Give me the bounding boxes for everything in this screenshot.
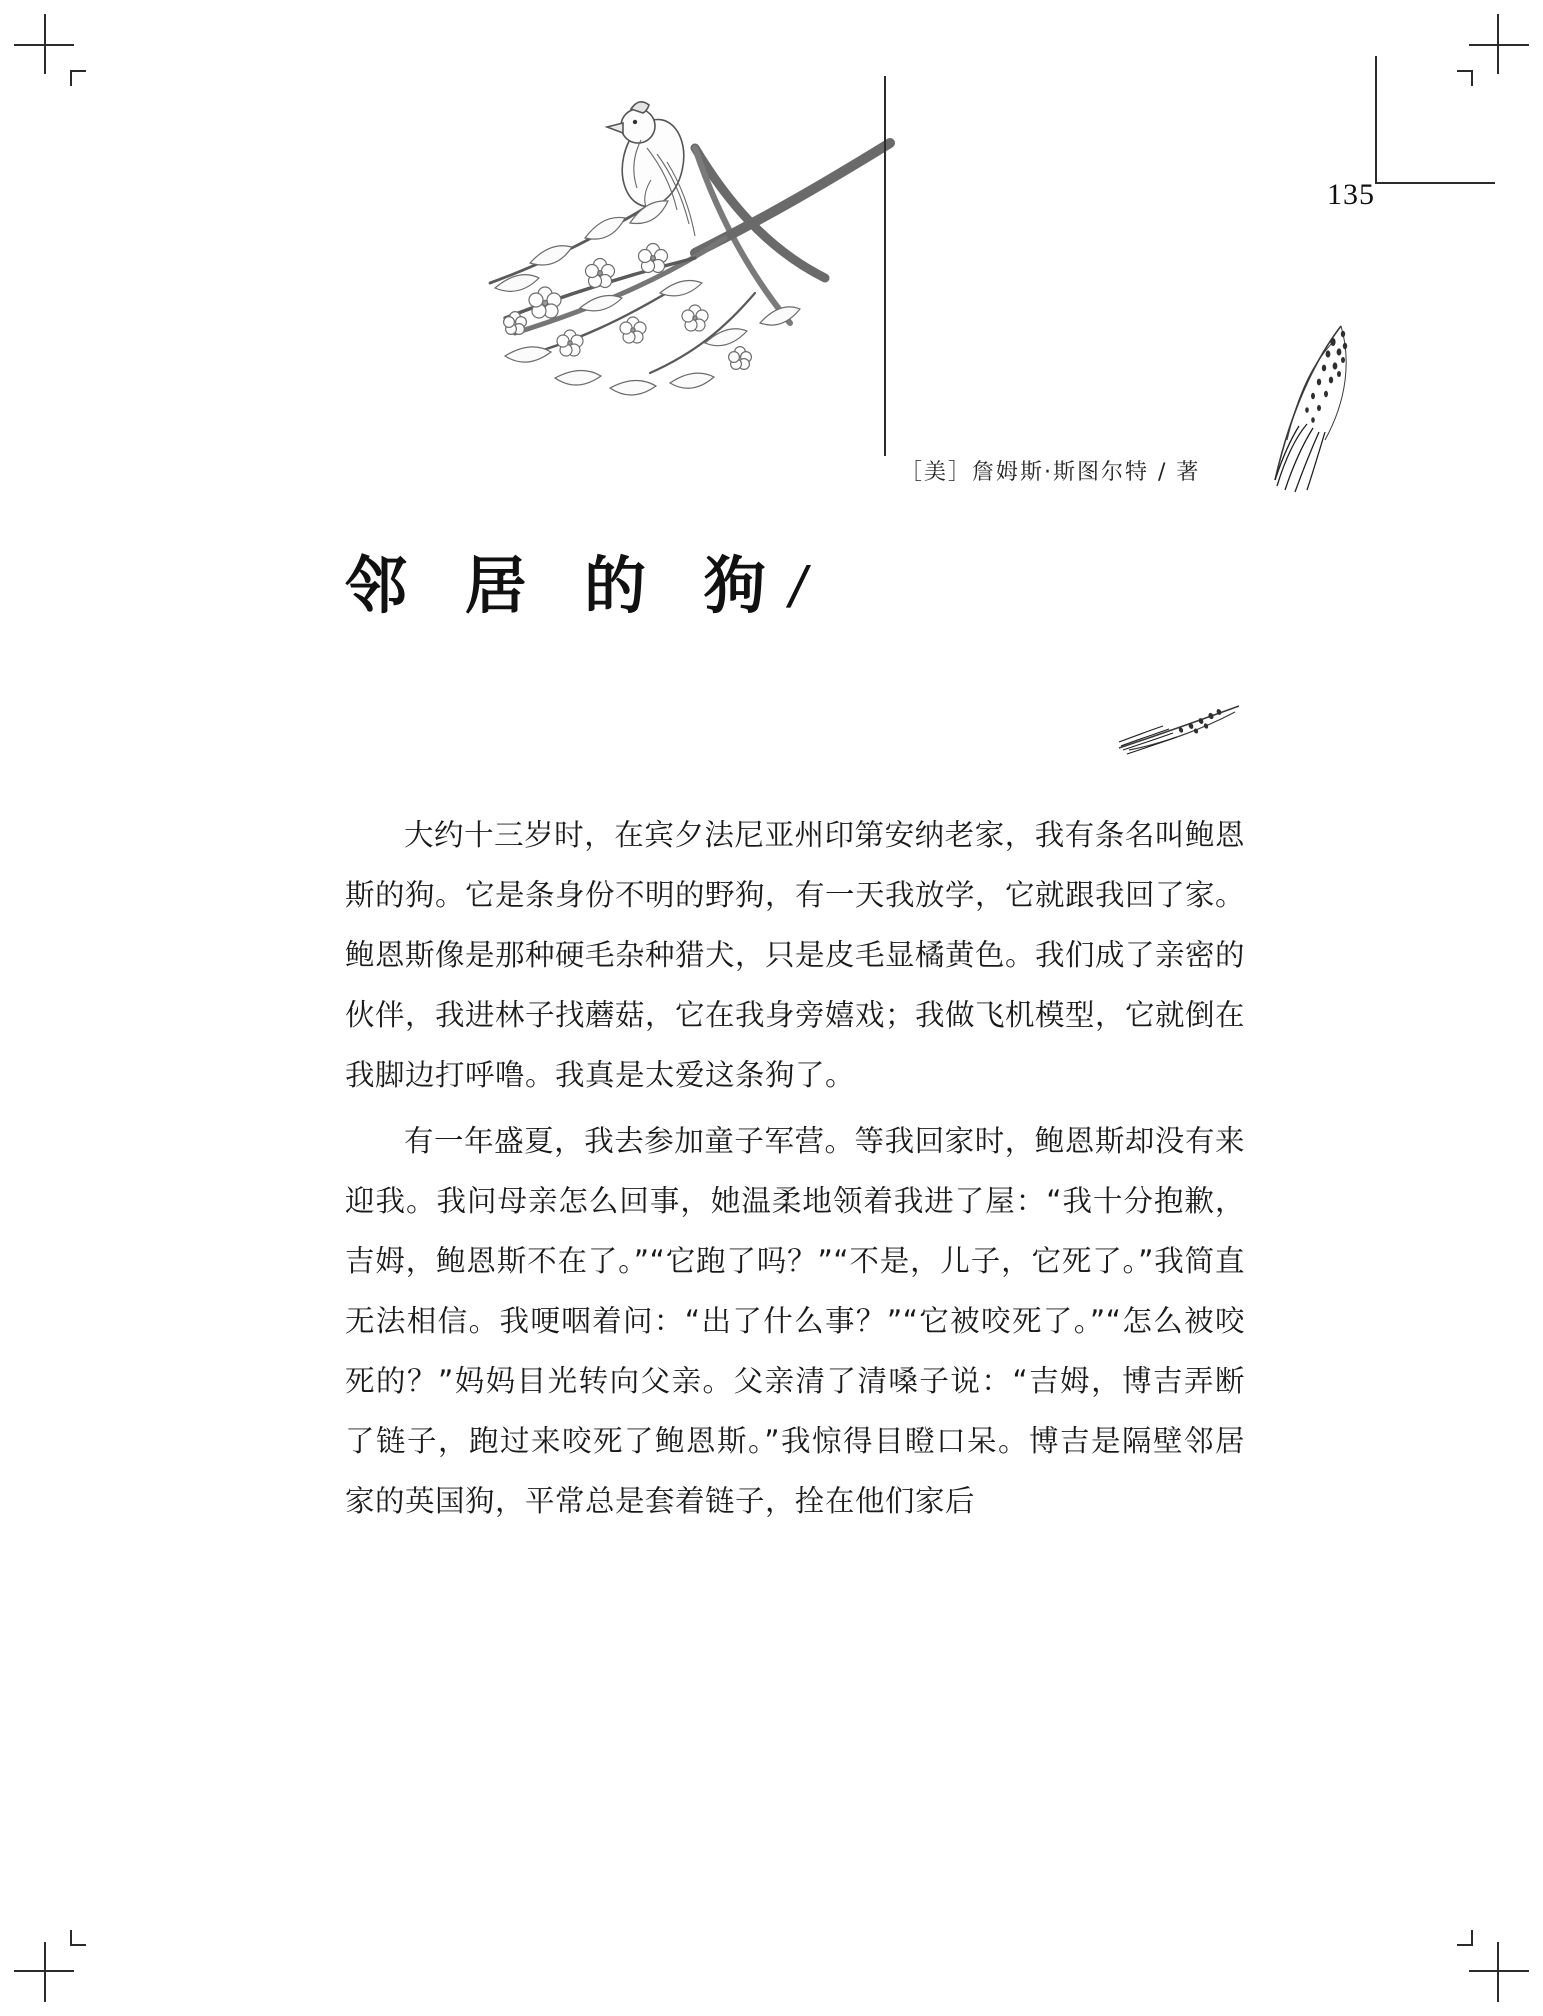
paragraph: 有一年盛夏，我去参加童子军营。等我回家时，鲍恩斯却没有来迎我。我问母亲怎么回事，她温柔地领着我进了屋：“我十分抱歉，吉姆，鲍恩斯不在了。”“它跑了吗？”“不是，儿子，它死了。”我简直无法相信。我哽咽着问：“出了什么事？”“它被咬死了。”“怎么被咬死的？”妈妈目光转向父亲。父亲清了清嗓子说：“吉姆，博吉弄断了链子，跑过来咬死了鲍恩斯。”我惊得目瞪口呆。博吉是隔壁邻居家的英国狗，平常总是套着链子，拴在他们家后 bbox=[345, 1124, 1245, 1518]
crop-mark-bottom-right bbox=[1457, 1930, 1529, 2002]
page-title: 邻 居 的 狗 bbox=[345, 549, 784, 622]
crop-mark-bottom-left bbox=[14, 1930, 86, 2002]
title-slash-ornament: / bbox=[782, 555, 813, 620]
crop-mark-top-left bbox=[14, 14, 86, 86]
crop-mark-page-number-frame bbox=[1375, 56, 1495, 186]
feather-ornament-middle bbox=[1115, 700, 1245, 760]
author-line: ［美］詹姆斯·斯图尔特 / 著 bbox=[900, 460, 1201, 485]
paragraph: 大约十三岁时，在宾夕法尼亚州印第安纳老家，我有条名叫鲍恩斯的狗。它是条身份不明的野狗，有一天我放学，它就跟我回了家。鲍恩斯像是那种硬毛杂种猎犬，只是皮毛显橘黄色。我们成了亲密的伙伴，我进林子找蘑菇，它在我身旁嬉戏；我做飞机模型，它就倒在我脚边打呼噜。我真是太爱这条狗了。 bbox=[345, 818, 1246, 1092]
bird-on-blossom-branch-illustration bbox=[395, 88, 915, 438]
page-number: 135 bbox=[1327, 178, 1375, 211]
feather-ornament-top bbox=[1255, 320, 1365, 510]
header-vertical-rule bbox=[884, 76, 886, 456]
article-body bbox=[345, 805, 1245, 1537]
article-title-block bbox=[345, 549, 813, 622]
